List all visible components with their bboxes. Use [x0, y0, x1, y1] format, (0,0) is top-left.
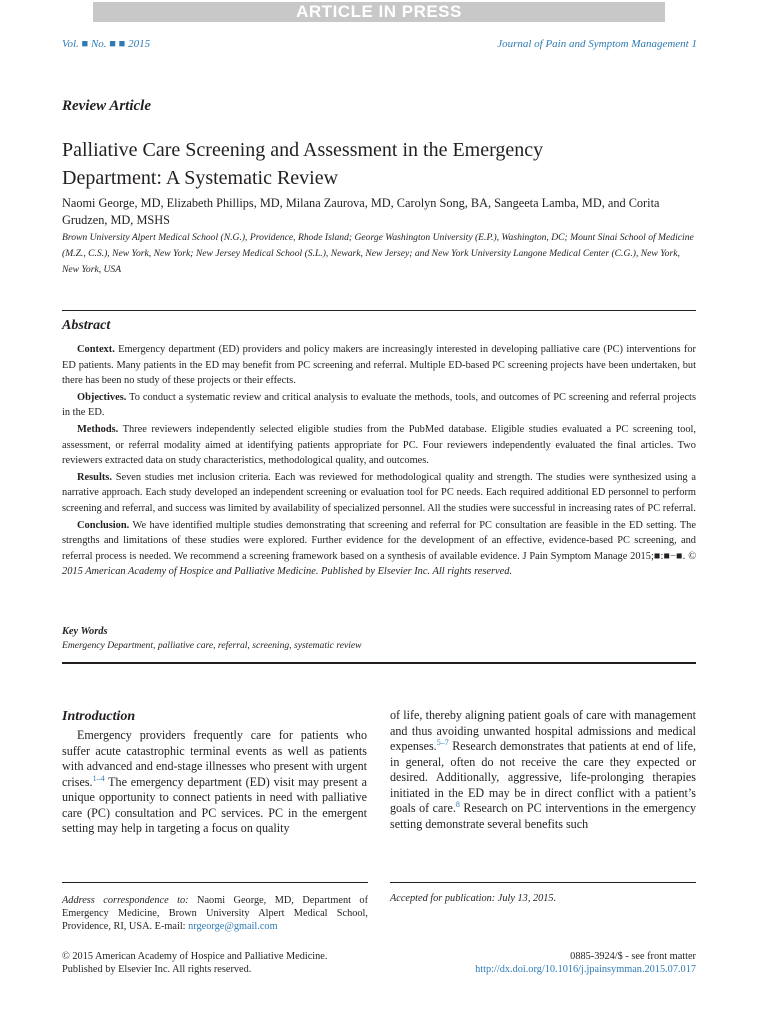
abstract-citation: © 2015 American Academy of Hospice and Palliative Medicine. Published by Elsevier Inc. All rights reserved. — [62, 550, 696, 578]
citation-link[interactable]: 1–4 — [92, 773, 105, 783]
intro-paragraph-cont — [390, 708, 696, 832]
introduction-heading: Introduction — [62, 709, 136, 724]
article-in-press-banner: ARTICLE IN PRESS — [93, 2, 665, 22]
abstract-objectives — [62, 390, 696, 421]
abstract-heading: Abstract — [62, 318, 111, 333]
email-link[interactable]: nrgeorge@gmail.com — [188, 921, 278, 932]
copyright-line-2: Published by Elsevier Inc. All rights reserved. — [62, 964, 252, 975]
abstract-conclusion — [62, 518, 696, 580]
doi-link[interactable]: http://dx.doi.org/10.1016/j.jpainsymman.2015.07.017 — [475, 964, 696, 975]
footnote-divider-right — [390, 882, 696, 883]
issn-block — [475, 950, 696, 976]
conclusion-label: Conclusion. — [77, 519, 130, 531]
methods-text: Three reviewers independently selected eligible studies from the PubMed database. Eligible studies evaluated a PC screening tool, assessment, or referral modality aimed at identifying patients appropriate for PC. Four reviewers independently evaluated the final articles. Two reviewers extracted data on study characteristics, methodological quality, and outcomes. — [62, 423, 696, 467]
copyright-line-1: © 2015 American Academy of Hospice and Palliative Medicine. — [62, 951, 328, 962]
objectives-label: Objectives. — [77, 391, 127, 403]
intro-text-3: of life, thereby aligning patient goals of care with management and thus avoiding unwanted hospital admissions and medical expenses. — [390, 708, 696, 753]
intro-right-column — [390, 708, 696, 832]
context-label: Context. — [77, 344, 115, 355]
intro-text-4: Research demonstrates that patients at end of life, in general, often do not receive the care they expected or desired. Additionally, aggressive, life-prolonging therapies initiated in the ED may be in direct conflict with a patient’s goals of care. — [390, 739, 696, 815]
correspondence-text: Naomi George, MD, Department of Emergency Medicine, Brown University Alpert Medical School, Providence, RI, USA. E-mail: — [62, 895, 369, 932]
affiliations: Brown University Alpert Medical School (N.G.), Providence, Rhode Island; George Washington University (E.P.), Washington, DC; Mount Sinai School of Medicine (M.Z., C.S.), New York, New York; New Jersey Medical School (S.L.), Newark, New Jersey; and New York University Langone Medical Center (C.G.), New York, New York, USA — [62, 232, 694, 275]
issn-line: 0885-3924/$ - see front matter — [570, 951, 696, 962]
running-head-journal: Journal of Pain and Symptom Management 1 — [497, 38, 697, 50]
results-label: Results. — [77, 471, 112, 483]
citation-link[interactable]: 5–7 — [436, 737, 449, 747]
abstract-context — [62, 342, 696, 389]
title-line-2: Department: A Systematic Review — [62, 167, 339, 189]
keywords-heading: Key Words — [62, 626, 108, 637]
author-list: Naomi George, MD, Elizabeth Phillips, MD, Milana Zaurova, MD, Carolyn Song, BA, Sangeeta Lamba, MD, and Corita Grudzen, MD, MSHS — [62, 196, 660, 227]
correspondence-footnote — [62, 894, 368, 933]
context-text: Emergency department (ED) providers and policy makers are increasingly interested in developing palliative care (PC) interventions for ED patients. Many patients in the ED may benefit from PC screening and referral. Multiple ED-based PC screening projects have been undertaken, but there has been no study of these projects or their effects. — [62, 344, 696, 387]
correspondence-label: Address correspondence to: — [62, 895, 189, 906]
methods-label: Methods. — [77, 423, 119, 435]
results-text: Seven studies met inclusion criteria. Each was reviewed for methodological quality and strength. The studies were synthesized using a narrative approach. Each study developed an independent screening or evaluation tool for PC needs. Each required additional ED personnel to perform screening and referral, and success was limited by availability of specialized personnel. All the studies were successful in increasing rates of PC referral. — [62, 471, 696, 514]
intro-text-5: Research on PC interventions in the emergency setting demonstrate several benefits such — [390, 801, 696, 831]
divider-bottom — [62, 662, 696, 664]
keywords-text: Emergency Department, palliative care, referral, screening, systematic review — [62, 640, 362, 651]
abstract-results — [62, 470, 696, 517]
abstract-methods — [62, 422, 696, 469]
running-head-volume: Vol. ■ No. ■ ■ 2015 — [62, 38, 151, 50]
divider-top — [62, 310, 696, 311]
conclusion-text: We have identified multiple studies demonstrating that screening and referral for PC consultation are feasible in the ED setting. The strengths and limitations of these studies were explored. Further evidence for the development of an effective, evidence-based PC screening, and referral process is needed. We recommend a screening framework based on a synthesis of available evidence. J Pain Symptom Manage 2015;■:■−■. — [62, 519, 696, 562]
abstract-body — [62, 342, 696, 581]
copyright-notice — [62, 950, 382, 976]
article-type: Review Article — [62, 98, 152, 114]
accepted-date: Accepted for publication: July 13, 2015. — [390, 893, 557, 904]
intro-text-2: The emergency department (ED) visit may present a unique opportunity to connect patients in need with palliative care (PC) consultation and PC services. PC in the emergent setting may help in targeting a focus on quality — [62, 774, 367, 835]
objectives-text: To conduct a systematic review and critical analysis to evaluate the methods, tools, and outcomes of PC screening and referral projects in the ED. — [62, 391, 696, 419]
intro-paragraph-1 — [62, 728, 367, 837]
footnote-divider-left — [62, 882, 368, 883]
intro-text-1: Emergency providers frequently care for patients who suffer acute catastrophic terminal events as well as patients with advanced and end-stage illnesses who present with urgent crises. — [62, 728, 367, 789]
intro-left-column — [62, 708, 367, 837]
title-line-1: Palliative Care Screening and Assessment in the Emergency — [62, 139, 544, 161]
article-title — [62, 136, 702, 192]
citation-link[interactable]: 8 — [455, 799, 460, 809]
